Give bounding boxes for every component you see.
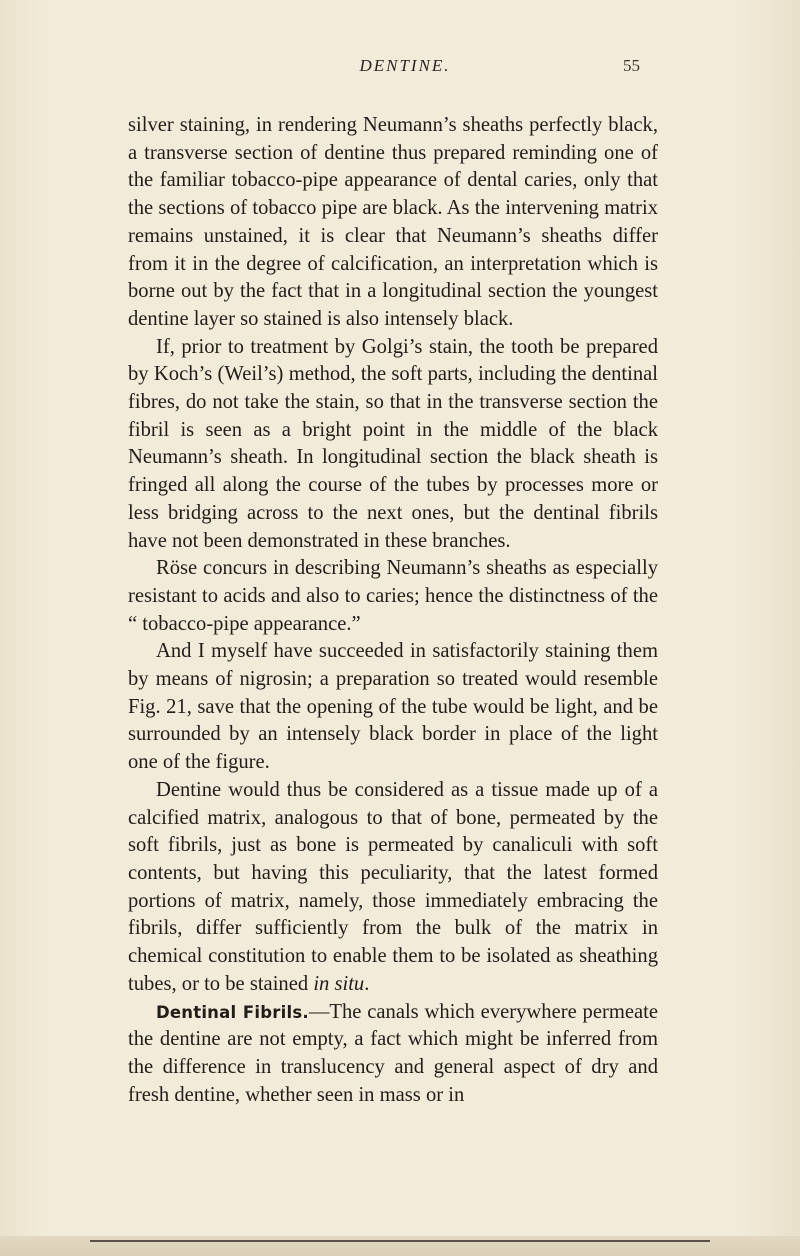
page-number: 55 (623, 56, 640, 75)
paragraph-4: And I myself have succeeded in satisfactorily staining them by means of nigrosin; a preparation so treated would resemble Fig. 21, save that the opening of the tube would be light, and be surrounded by an intensely black border in place of the light one of the figure. (128, 640, 658, 774)
running-head (0, 56, 800, 86)
paragraph-1: silver staining, in rendering Neumann’s sheaths perfectly black, a transverse section of dentine thus prepared reminding one of the familiar tobacco-pipe appearance of dental caries, only that the sections of tobacco pipe are black. As the intervening matrix remains unstained, it is clear that Neumann’s sheaths differ from it in the degree of calcification, an interpretation which is borne out by the fact that in a longitudinal section the youngest dentine layer so stained is also intensely black. (128, 114, 658, 330)
bottom-rule-line (90, 1240, 710, 1242)
paragraph-5-text: Dentine would thus be considered as a tissue made up of a calcified matrix, analogous to that of bone, permeated by the soft fibrils, just as bone is permeated by canaliculi with soft contents, but having this peculiarity, that the latest formed portions of matrix, namely, those immediately embracing the fibrils, differ sufficiently from the bulk of the matrix in chemical constitution to enable them to be isolated as sheathing tubes, or to be stained (128, 778, 658, 995)
paragraph-6-text: —The canals which everywhere permeate the dentine are not empty, a fact which might be inferred from the difference in translucency and general aspect of dry and fresh dentine, whether seen in mass or in (128, 1000, 658, 1106)
paragraph-2: If, prior to treatment by Golgi’s stain, the tooth be prepared by Koch’s (Weil’s) method, the soft parts, including the dentinal fibres, do not take the stain, so that in the transverse section the fibril is seen as a bright point in the middle of the black Neumann’s sheath. In longitudinal section the black sheath is fringed all along the course of the tubes by processes more or less bridging across to the next ones, but the dentinal fibrils have not been demonstrated in these branches. (128, 335, 658, 552)
paragraph-6 (128, 999, 658, 1110)
paragraph-3: Röse concurs in describing Neumann’s sheaths as especially resistant to acids and also to caries; hence the distinctness of the “ tobacco-pipe appearance.” (128, 557, 658, 635)
running-title: DENTINE. (359, 56, 451, 75)
section-heading: Dentinal Fibrils. (156, 1002, 309, 1022)
page-bottom-edge (0, 1236, 800, 1256)
paragraph-5 (128, 777, 658, 999)
paragraph-5-end: . (364, 972, 370, 995)
body-text (128, 112, 658, 1109)
paragraph-5-italic: in situ (313, 972, 365, 995)
